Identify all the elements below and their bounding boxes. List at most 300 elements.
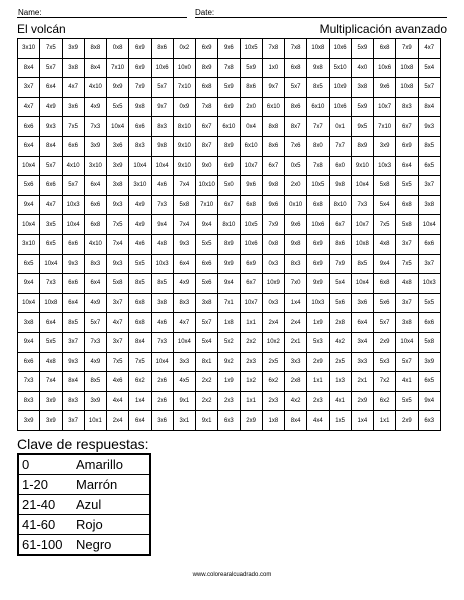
grid-cell[interactable]: 8x9	[351, 136, 373, 156]
grid-cell[interactable]: 10x5	[307, 176, 329, 196]
grid-cell[interactable]: 5x7	[285, 78, 307, 98]
grid-cell[interactable]: 9x0	[196, 156, 218, 176]
grid-cell[interactable]: 10x4	[107, 117, 129, 137]
grid-cell[interactable]: 6x9	[129, 39, 151, 59]
grid-cell[interactable]: 6x2	[129, 372, 151, 392]
grid-cell[interactable]: 5x3	[374, 352, 396, 372]
grid-cell[interactable]: 7x10	[173, 78, 195, 98]
grid-cell[interactable]: 4x5	[173, 372, 195, 392]
grid-cell[interactable]: 3x9	[374, 136, 396, 156]
grid-cell[interactable]: 6x8	[240, 195, 262, 215]
grid-cell[interactable]: 6x8	[374, 274, 396, 294]
grid-cell[interactable]: 3x3	[351, 352, 373, 372]
grid-cell[interactable]: 5x5	[396, 391, 418, 411]
grid-cell[interactable]: 3x9	[418, 352, 441, 372]
grid-cell[interactable]: 7x8	[262, 39, 284, 59]
grid-cell[interactable]: 5x9	[351, 97, 373, 117]
grid-cell[interactable]: 5x5	[40, 332, 62, 352]
grid-cell[interactable]: 10x4	[18, 293, 40, 313]
grid-cell[interactable]: 2x1	[285, 332, 307, 352]
grid-cell[interactable]: 10x3	[418, 274, 441, 294]
grid-cell[interactable]: 5x10	[329, 58, 351, 78]
grid-cell[interactable]: 8x0	[307, 136, 329, 156]
grid-cell[interactable]: 6x3	[418, 411, 441, 431]
grid-cell[interactable]: 9x4	[374, 254, 396, 274]
grid-cell[interactable]: 6x8	[129, 313, 151, 333]
grid-cell[interactable]: 9x7	[262, 78, 284, 98]
grid-cell[interactable]: 10x6	[329, 39, 351, 59]
grid-cell[interactable]: 8x9	[218, 234, 240, 254]
grid-cell[interactable]: 9x8	[285, 234, 307, 254]
grid-cell[interactable]: 9x3	[107, 254, 129, 274]
grid-cell[interactable]: 8x3	[396, 97, 418, 117]
grid-cell[interactable]: 9x2	[218, 352, 240, 372]
grid-cell[interactable]: 6x9	[218, 97, 240, 117]
grid-cell[interactable]: 2x2	[196, 391, 218, 411]
grid-cell[interactable]: 8x4	[40, 136, 62, 156]
grid-cell[interactable]: 5x4	[374, 195, 396, 215]
grid-cell[interactable]: 10x10	[196, 176, 218, 196]
grid-cell[interactable]: 8x5	[62, 313, 84, 333]
grid-cell[interactable]: 10x4	[151, 156, 173, 176]
grid-cell[interactable]: 10x6	[329, 97, 351, 117]
grid-cell[interactable]: 8x3	[129, 136, 151, 156]
grid-cell[interactable]: 2x9	[396, 411, 418, 431]
grid-cell[interactable]: 10x4	[351, 176, 373, 196]
grid-cell[interactable]: 3x10	[129, 176, 151, 196]
grid-cell[interactable]: 4x8	[374, 234, 396, 254]
grid-cell[interactable]: 4x2	[329, 332, 351, 352]
grid-cell[interactable]: 6x3	[218, 411, 240, 431]
grid-cell[interactable]: 3x8	[151, 293, 173, 313]
grid-cell[interactable]: 4x6	[129, 234, 151, 254]
grid-cell[interactable]: 4x7	[40, 195, 62, 215]
grid-cell[interactable]: 4x2	[285, 391, 307, 411]
grid-cell[interactable]: 8x3	[173, 293, 195, 313]
grid-cell[interactable]: 7x9	[262, 215, 284, 235]
grid-cell[interactable]: 5x7	[84, 313, 106, 333]
grid-cell[interactable]: 4x9	[84, 293, 106, 313]
grid-cell[interactable]: 0x3	[262, 254, 284, 274]
grid-cell[interactable]: 8x6	[240, 78, 262, 98]
grid-cell[interactable]: 9x3	[173, 234, 195, 254]
grid-cell[interactable]: 7x7	[307, 117, 329, 137]
grid-cell[interactable]: 3x3	[173, 352, 195, 372]
grid-cell[interactable]: 7x8	[196, 97, 218, 117]
grid-cell[interactable]: 10x4	[418, 215, 441, 235]
grid-cell[interactable]: 5x4	[418, 58, 441, 78]
grid-cell[interactable]: 5x4	[329, 274, 351, 294]
grid-cell[interactable]: 2x3	[262, 391, 284, 411]
grid-cell[interactable]: 7x9	[329, 254, 351, 274]
grid-cell[interactable]: 9x9	[218, 254, 240, 274]
grid-cell[interactable]: 6x6	[62, 274, 84, 294]
grid-cell[interactable]: 3x7	[107, 293, 129, 313]
grid-cell[interactable]: 3x1	[173, 411, 195, 431]
grid-cell[interactable]: 6x4	[40, 78, 62, 98]
grid-cell[interactable]: 10x8	[40, 293, 62, 313]
grid-cell[interactable]: 3x7	[62, 332, 84, 352]
grid-cell[interactable]: 8x3	[151, 117, 173, 137]
grid-cell[interactable]: 9x9	[307, 274, 329, 294]
grid-cell[interactable]: 9x8	[329, 176, 351, 196]
grid-cell[interactable]: 8x6	[151, 39, 173, 59]
grid-cell[interactable]: 3x7	[18, 78, 40, 98]
grid-cell[interactable]: 4x9	[84, 352, 106, 372]
grid-cell[interactable]: 6x6	[62, 234, 84, 254]
grid-cell[interactable]: 10x2	[262, 332, 284, 352]
grid-cell[interactable]: 3x9	[62, 39, 84, 59]
grid-cell[interactable]: 5x8	[418, 332, 441, 352]
grid-cell[interactable]: 5x6	[18, 176, 40, 196]
grid-cell[interactable]: 6x10	[240, 136, 262, 156]
grid-cell[interactable]: 10x5	[240, 215, 262, 235]
grid-cell[interactable]: 6x7	[262, 156, 284, 176]
date-line[interactable]	[195, 17, 447, 18]
grid-cell[interactable]: 10x4	[351, 274, 373, 294]
grid-cell[interactable]: 8x9	[218, 136, 240, 156]
grid-cell[interactable]: 6x9	[396, 136, 418, 156]
grid-cell[interactable]: 8x4	[418, 97, 441, 117]
grid-cell[interactable]: 7x9	[396, 39, 418, 59]
grid-cell[interactable]: 8x3	[18, 391, 40, 411]
grid-cell[interactable]: 9x3	[107, 195, 129, 215]
grid-cell[interactable]: 3x4	[351, 332, 373, 352]
grid-cell[interactable]: 5x7	[62, 176, 84, 196]
grid-cell[interactable]: 10x1	[84, 411, 106, 431]
grid-cell[interactable]: 1x8	[262, 411, 284, 431]
grid-cell[interactable]: 7x4	[107, 234, 129, 254]
grid-cell[interactable]: 4x10	[84, 234, 106, 254]
grid-cell[interactable]: 10x7	[240, 293, 262, 313]
grid-cell[interactable]: 0x10	[285, 195, 307, 215]
grid-cell[interactable]: 9x7	[151, 97, 173, 117]
grid-cell[interactable]: 7x5	[107, 352, 129, 372]
grid-cell[interactable]: 6x2	[262, 372, 284, 392]
grid-cell[interactable]: 9x6	[374, 78, 396, 98]
grid-cell[interactable]: 4x7	[173, 313, 195, 333]
grid-cell[interactable]: 6x7	[218, 195, 240, 215]
grid-cell[interactable]: 6x4	[18, 136, 40, 156]
grid-cell[interactable]: 3x7	[107, 332, 129, 352]
grid-cell[interactable]: 4x8	[151, 234, 173, 254]
grid-cell[interactable]: 0x5	[285, 156, 307, 176]
grid-cell[interactable]: 4x8	[40, 352, 62, 372]
grid-cell[interactable]: 9x4	[18, 332, 40, 352]
grid-cell[interactable]: 8x7	[285, 117, 307, 137]
grid-cell[interactable]: 4x9	[129, 215, 151, 235]
grid-cell[interactable]: 5x7	[40, 156, 62, 176]
grid-cell[interactable]: 8x6	[262, 136, 284, 156]
grid-cell[interactable]: 6x2	[374, 391, 396, 411]
grid-cell[interactable]: 2x0	[240, 97, 262, 117]
grid-cell[interactable]: 8x10	[218, 215, 240, 235]
grid-cell[interactable]: 6x7	[396, 117, 418, 137]
grid-cell[interactable]: 8x5	[129, 274, 151, 294]
grid-cell[interactable]: 6x7	[240, 274, 262, 294]
grid-cell[interactable]: 2x5	[329, 352, 351, 372]
grid-cell[interactable]: 9x4	[151, 215, 173, 235]
grid-cell[interactable]: 7x10	[107, 58, 129, 78]
grid-cell[interactable]: 7x3	[84, 117, 106, 137]
grid-cell[interactable]: 2x4	[107, 411, 129, 431]
grid-cell[interactable]: 9x3	[62, 254, 84, 274]
grid-cell[interactable]: 3x5	[40, 215, 62, 235]
grid-cell[interactable]: 10x6	[374, 58, 396, 78]
grid-cell[interactable]: 9x5	[351, 117, 373, 137]
grid-cell[interactable]: 5x5	[129, 254, 151, 274]
grid-cell[interactable]: 1x4	[351, 411, 373, 431]
grid-cell[interactable]: 8x8	[262, 117, 284, 137]
grid-cell[interactable]: 1x1	[307, 372, 329, 392]
grid-cell[interactable]: 9x10	[351, 156, 373, 176]
grid-cell[interactable]: 5x8	[396, 215, 418, 235]
grid-cell[interactable]: 3x9	[107, 156, 129, 176]
grid-cell[interactable]: 4x1	[396, 372, 418, 392]
grid-cell[interactable]: 0x8	[107, 39, 129, 59]
grid-cell[interactable]: 4x1	[329, 391, 351, 411]
grid-cell[interactable]: 7x0	[285, 274, 307, 294]
grid-cell[interactable]: 7x8	[307, 156, 329, 176]
grid-cell[interactable]: 1x4	[129, 391, 151, 411]
grid-cell[interactable]: 10x8	[307, 39, 329, 59]
grid-cell[interactable]: 10x3	[374, 156, 396, 176]
grid-cell[interactable]: 6x8	[285, 58, 307, 78]
grid-cell[interactable]: 7x5	[40, 39, 62, 59]
grid-cell[interactable]: 3x8	[418, 195, 441, 215]
grid-cell[interactable]: 7x5	[62, 117, 84, 137]
grid-cell[interactable]: 4x7	[418, 39, 441, 59]
grid-cell[interactable]: 10x4	[129, 156, 151, 176]
grid-cell[interactable]: 4x10	[62, 156, 84, 176]
grid-cell[interactable]: 5x5	[196, 234, 218, 254]
grid-cell[interactable]: 10x6	[307, 215, 329, 235]
grid-cell[interactable]: 1x0	[262, 58, 284, 78]
grid-cell[interactable]: 9x6	[285, 215, 307, 235]
grid-cell[interactable]: 5x9	[218, 78, 240, 98]
grid-cell[interactable]: 4x9	[84, 97, 106, 117]
grid-cell[interactable]: 7x3	[151, 332, 173, 352]
grid-cell[interactable]: 5x7	[196, 313, 218, 333]
grid-cell[interactable]: 3x8	[351, 78, 373, 98]
grid-cell[interactable]: 6x6	[62, 136, 84, 156]
grid-cell[interactable]: 10x4	[18, 156, 40, 176]
grid-cell[interactable]: 3x8	[107, 176, 129, 196]
grid-cell[interactable]: 9x10	[173, 136, 195, 156]
grid-cell[interactable]: 7x10	[196, 195, 218, 215]
grid-cell[interactable]: 6x10	[218, 117, 240, 137]
grid-cell[interactable]: 7x8	[285, 39, 307, 59]
grid-cell[interactable]: 9x8	[307, 58, 329, 78]
grid-cell[interactable]: 5x6	[329, 293, 351, 313]
grid-cell[interactable]: 7x9	[129, 78, 151, 98]
grid-cell[interactable]: 5x8	[374, 176, 396, 196]
grid-cell[interactable]: 2x8	[285, 372, 307, 392]
grid-cell[interactable]: 5x7	[40, 58, 62, 78]
grid-cell[interactable]: 2x0	[285, 176, 307, 196]
grid-cell[interactable]: 9x4	[218, 274, 240, 294]
grid-cell[interactable]: 10x5	[240, 39, 262, 59]
grid-cell[interactable]: 2x8	[329, 313, 351, 333]
grid-cell[interactable]: 6x8	[396, 195, 418, 215]
grid-cell[interactable]: 7x1	[218, 293, 240, 313]
grid-cell[interactable]: 1x5	[329, 411, 351, 431]
grid-cell[interactable]: 3x10	[18, 39, 40, 59]
grid-cell[interactable]: 4x7	[107, 313, 129, 333]
grid-cell[interactable]: 4x4	[307, 411, 329, 431]
grid-cell[interactable]: 3x6	[351, 293, 373, 313]
grid-cell[interactable]: 1x1	[240, 391, 262, 411]
grid-cell[interactable]: 3x9	[18, 411, 40, 431]
grid-cell[interactable]: 7x3	[18, 372, 40, 392]
grid-cell[interactable]: 10x7	[351, 215, 373, 235]
grid-cell[interactable]: 10x4	[173, 332, 195, 352]
grid-cell[interactable]: 6x10	[262, 97, 284, 117]
grid-cell[interactable]: 5x5	[418, 293, 441, 313]
grid-cell[interactable]: 6x7	[329, 215, 351, 235]
grid-cell[interactable]: 10x4	[151, 352, 173, 372]
grid-cell[interactable]: 3x9	[84, 136, 106, 156]
grid-cell[interactable]: 6x9	[129, 58, 151, 78]
grid-cell[interactable]: 7x10	[374, 117, 396, 137]
grid-cell[interactable]: 6x6	[18, 117, 40, 137]
grid-cell[interactable]: 7x3	[351, 195, 373, 215]
grid-cell[interactable]: 5x3	[307, 332, 329, 352]
grid-cell[interactable]: 2x6	[151, 372, 173, 392]
grid-cell[interactable]: 1x1	[240, 313, 262, 333]
grid-cell[interactable]: 8x8	[84, 39, 106, 59]
grid-cell[interactable]: 3x7	[396, 234, 418, 254]
grid-cell[interactable]: 1x8	[218, 313, 240, 333]
grid-cell[interactable]: 0x9	[173, 97, 195, 117]
grid-cell[interactable]: 3x6	[151, 411, 173, 431]
grid-cell[interactable]: 9x4	[18, 195, 40, 215]
grid-cell[interactable]: 4x7	[62, 78, 84, 98]
grid-cell[interactable]: 3x9	[84, 391, 106, 411]
grid-cell[interactable]: 6x5	[18, 254, 40, 274]
grid-cell[interactable]: 6x0	[329, 156, 351, 176]
grid-cell[interactable]: 7x3	[151, 195, 173, 215]
grid-cell[interactable]: 10x0	[173, 58, 195, 78]
grid-cell[interactable]: 3x8	[18, 313, 40, 333]
grid-cell[interactable]: 2x9	[351, 391, 373, 411]
grid-cell[interactable]: 5x7	[151, 78, 173, 98]
grid-cell[interactable]: 10x9	[329, 78, 351, 98]
grid-cell[interactable]: 1x4	[285, 293, 307, 313]
grid-cell[interactable]: 7x7	[329, 136, 351, 156]
grid-cell[interactable]: 1x2	[240, 372, 262, 392]
grid-cell[interactable]: 4x6	[151, 313, 173, 333]
grid-cell[interactable]: 8x7	[196, 136, 218, 156]
grid-cell[interactable]: 6x8	[307, 195, 329, 215]
grid-cell[interactable]: 6x8	[196, 78, 218, 98]
grid-cell[interactable]: 2x1	[351, 372, 373, 392]
grid-cell[interactable]: 8x3	[84, 254, 106, 274]
grid-cell[interactable]: 6x6	[84, 195, 106, 215]
grid-cell[interactable]: 6x4	[129, 411, 151, 431]
grid-cell[interactable]: 5x6	[374, 293, 396, 313]
grid-cell[interactable]: 8x10	[173, 117, 195, 137]
grid-cell[interactable]: 0x8	[262, 234, 284, 254]
grid-cell[interactable]: 9x8	[262, 176, 284, 196]
grid-cell[interactable]: 10x9	[262, 274, 284, 294]
grid-cell[interactable]: 3x7	[418, 254, 441, 274]
grid-cell[interactable]: 3x3	[285, 352, 307, 372]
grid-cell[interactable]: 10x3	[62, 195, 84, 215]
grid-cell[interactable]: 2x9	[307, 352, 329, 372]
grid-cell[interactable]: 3x6	[107, 136, 129, 156]
grid-cell[interactable]: 6x8	[129, 293, 151, 313]
grid-cell[interactable]: 8x4	[18, 58, 40, 78]
grid-cell[interactable]: 7x5	[129, 352, 151, 372]
grid-cell[interactable]: 10x4	[62, 215, 84, 235]
grid-cell[interactable]: 8x4	[84, 58, 106, 78]
grid-cell[interactable]: 7x4	[173, 176, 195, 196]
grid-cell[interactable]: 6x6	[418, 313, 441, 333]
grid-cell[interactable]: 2x6	[151, 391, 173, 411]
grid-cell[interactable]: 10x3	[151, 254, 173, 274]
grid-cell[interactable]: 7x8	[218, 58, 240, 78]
grid-cell[interactable]: 3x6	[62, 97, 84, 117]
grid-cell[interactable]: 3x8	[196, 293, 218, 313]
grid-cell[interactable]: 7x3	[40, 274, 62, 294]
grid-cell[interactable]: 6x4	[351, 313, 373, 333]
grid-cell[interactable]: 9x6	[262, 195, 284, 215]
grid-cell[interactable]: 8x1	[196, 352, 218, 372]
grid-cell[interactable]: 3x8	[396, 313, 418, 333]
grid-cell[interactable]: 9x4	[196, 215, 218, 235]
grid-cell[interactable]: 6x6	[196, 254, 218, 274]
grid-cell[interactable]: 5x0	[218, 176, 240, 196]
grid-cell[interactable]: 5x9	[240, 58, 262, 78]
grid-cell[interactable]: 6x4	[62, 293, 84, 313]
grid-cell[interactable]: 8x5	[84, 372, 106, 392]
grid-cell[interactable]: 8x4	[285, 411, 307, 431]
grid-cell[interactable]: 4x0	[351, 58, 373, 78]
grid-cell[interactable]: 9x1	[173, 391, 195, 411]
grid-cell[interactable]: 8x4	[129, 332, 151, 352]
grid-cell[interactable]: 2x4	[285, 313, 307, 333]
grid-cell[interactable]: 6x10	[307, 97, 329, 117]
grid-cell[interactable]: 2x2	[196, 372, 218, 392]
grid-cell[interactable]: 6x5	[40, 234, 62, 254]
grid-cell[interactable]: 2x3	[218, 391, 240, 411]
grid-cell[interactable]: 10x7	[240, 156, 262, 176]
grid-cell[interactable]: 5x2	[218, 332, 240, 352]
grid-cell[interactable]: 6x8	[84, 215, 106, 235]
grid-cell[interactable]: 1x1	[374, 411, 396, 431]
grid-cell[interactable]: 4x8	[396, 274, 418, 294]
grid-cell[interactable]: 6x4	[84, 274, 106, 294]
grid-cell[interactable]: 2x3	[240, 352, 262, 372]
grid-cell[interactable]: 8x4	[62, 372, 84, 392]
grid-cell[interactable]: 3x7	[62, 411, 84, 431]
grid-cell[interactable]: 5x9	[351, 39, 373, 59]
grid-cell[interactable]: 4x9	[40, 97, 62, 117]
grid-cell[interactable]: 6x6	[129, 117, 151, 137]
grid-cell[interactable]: 7x6	[285, 136, 307, 156]
grid-cell[interactable]: 9x10	[173, 156, 195, 176]
grid-cell[interactable]: 7x5	[107, 215, 129, 235]
grid-cell[interactable]: 6x6	[40, 176, 62, 196]
grid-cell[interactable]: 7x4	[40, 372, 62, 392]
grid-cell[interactable]: 3x10	[84, 156, 106, 176]
grid-cell[interactable]: 6x4	[173, 254, 195, 274]
grid-cell[interactable]: 2x3	[307, 391, 329, 411]
grid-cell[interactable]: 10x4	[40, 254, 62, 274]
grid-cell[interactable]: 6x4	[396, 156, 418, 176]
grid-cell[interactable]: 9x4	[418, 391, 441, 411]
